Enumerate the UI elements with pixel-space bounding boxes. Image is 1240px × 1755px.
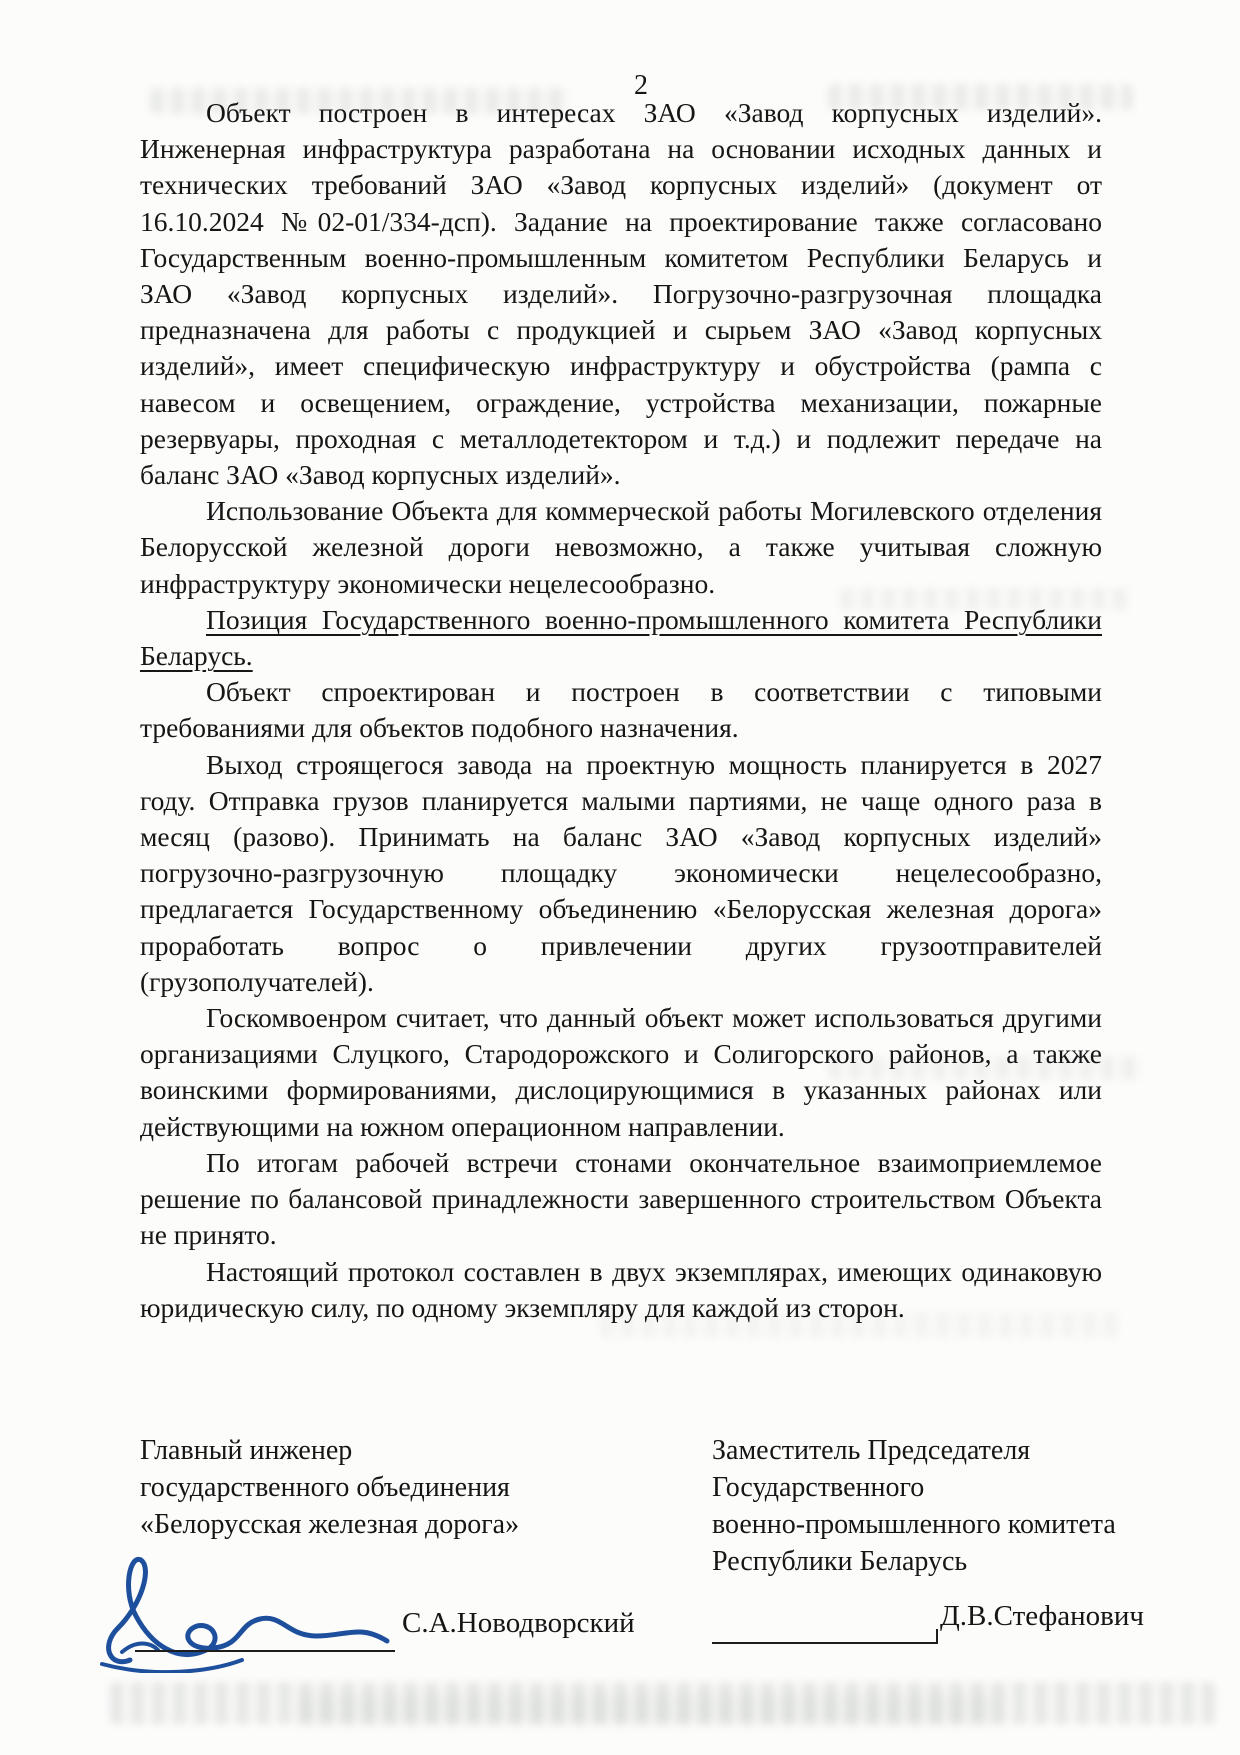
signatory-name-left: С.А.Новодворский <box>402 1607 635 1639</box>
heading-position-of-committee: Позиция Государственного военно-промышленного комитета Республики Беларусь. <box>140 603 1102 672</box>
signature-block-right <box>712 1432 1192 1580</box>
paragraph-typical-requirements: Объект спроектирован и построен в соответствии с типовыми требованиями для объектов подобного назначения. <box>140 676 1102 744</box>
signatory-title-line: Главный инженер <box>140 1435 353 1466</box>
page-number: 2 <box>634 70 649 101</box>
paragraph-no-final-decision: По итогам рабочей встречи стонами окончательное взаимоприемлемое решение по балансовой принадлежности завершенного строительством Объекта не принято. <box>140 1146 1102 1251</box>
paragraph-capacity-2027: Выход строящегося завода на проектную мощность планируется в 2027 году. Отправка грузов планируется малыми партиями, не чаще одного раза в месяц (разово). Принимать на баланс ЗАО «Завод корпусных изделий» погрузочно-разгрузочную площадку экономически нецелесообразно, предлагается Государственному объединению «Белорусская железная дорога» проработать вопрос о привлечении других грузоотправителей (грузополучателей). <box>140 748 1102 997</box>
signature-block-left <box>140 1432 620 1543</box>
paragraph-goskomvoenprom: Госкомвоенром считает, что данный объект может использоваться другими организациями Слуцкого, Стародорожского и Солигорского районов, а также воинскими формированиями, дислоцирующимися в указанных районах или действующими на южном операционном направлении. <box>140 1002 1102 1142</box>
signature-line-right <box>712 1622 938 1644</box>
signatory-title-line: государственного объединения <box>140 1472 510 1503</box>
signatory-name-right: Д.В.Стефанович <box>940 1600 1144 1632</box>
signatory-title-line: военно-промышленного комитета <box>712 1509 1116 1540</box>
document-body <box>140 95 1102 1326</box>
signatory-title-line: «Белорусская железная дорога» <box>140 1509 520 1540</box>
handwritten-signature-ink <box>92 1548 402 1673</box>
paragraph-object-built: Объект построен в интересах ЗАО «Завод корпусных изделий». Инженерная инфраструктура разработана на основании исходных данных и технических требований ЗАО «Завод корпусных изделий» (документ от 16.10.2024 №02-01/334-дсп). Задание на проектирование также согласовано Государственным военно-промышленным комитетом Республики Беларусь и ЗАО «Завод корпусных изделий». Погрузочно-разгрузочная площадка предназначена для работы с продукцией и сырьем ЗАО «Завод корпусных изделий», имеет специфическую инфраструктуру и обустройства (рампа с навесом и освещением, ограждение, устройства механизации, пожарные резервуары, проходная с металлодетектором и т.д.) и подлежит передаче на баланс ЗАО «Завод корпусных изделий». <box>140 97 1102 491</box>
signature-line-left <box>135 1630 395 1652</box>
signatory-title-line: Заместитель Председателя <box>712 1435 1031 1466</box>
paragraph-two-copies: Настоящий протокол составлен в двух экземплярах, имеющих одинаковую юридическую силу, по одному экземпляру для каждой из сторон. <box>140 1255 1102 1323</box>
paragraph-commercial-use: Использование Объекта для коммерческой работы Могилевского отделения Белорусской железной дороги невозможно, а также учитывая сложную инфраструктуру экономически нецелесообразно. <box>140 495 1102 599</box>
bleed-through-artifact <box>300 1694 1000 1724</box>
signatory-title-line: Государственного <box>712 1472 925 1503</box>
signatory-title-line: Республики Беларусь <box>712 1546 968 1577</box>
